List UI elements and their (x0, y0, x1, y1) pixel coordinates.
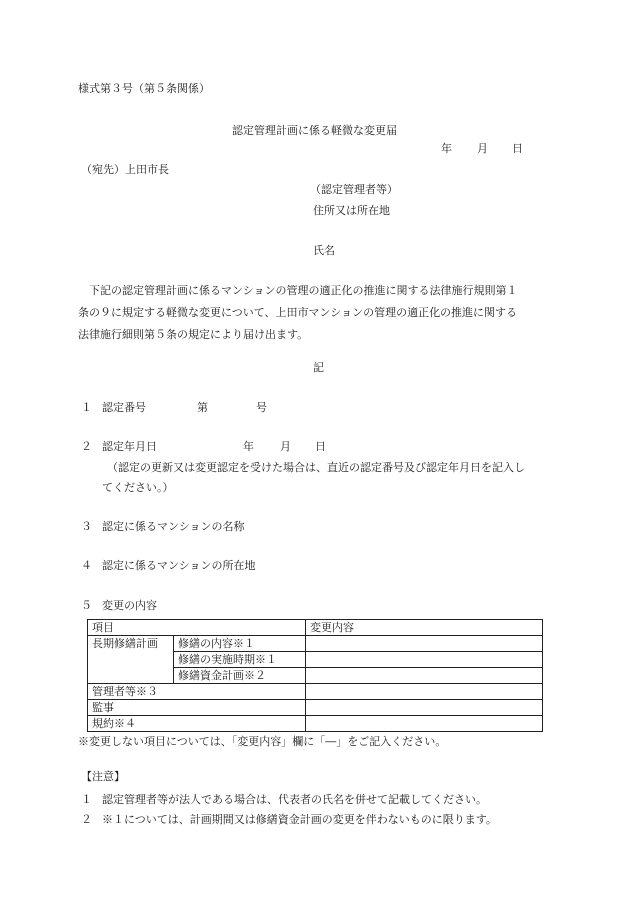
form-number: 様式第３号（第５条関係） (78, 82, 210, 95)
item2-number: ２ (81, 440, 92, 453)
item5-label: 変更の内容 (102, 599, 157, 612)
table-row (88, 636, 543, 652)
body-line: 法律施行細則第５条の規定により届け出ます。 (78, 328, 309, 341)
item2-day: 日 (315, 440, 326, 453)
item2-label: 認定年月日 (102, 440, 157, 453)
item4-number: ４ (81, 559, 92, 572)
item1-number: １ (81, 401, 92, 414)
body-line: 下記の認定管理計画に係るマンションの管理の適正化の推進に関する法律施行規則第１ (89, 284, 518, 297)
sub-item-cell: 修繕の実施時期※１ (174, 652, 306, 668)
manager-cell: 管理者等※３ (88, 684, 306, 700)
note2-text: ※１については、計画期間又は修繕資金計画の変更を伴わないものに限ります。 (102, 813, 497, 826)
sub-item-cell: 修繕の内容※１ (174, 636, 306, 652)
item5-number: ５ (81, 599, 92, 612)
date-year: 年 (441, 142, 452, 155)
item1-dai: 第 (197, 401, 208, 414)
applicant-address-label: 住所又は所在地 (313, 204, 390, 217)
ki-heading: 記 (313, 361, 324, 374)
note1-text: 認定管理者等が法人である場合は、代表者の氏名を併せて記載してください。 (102, 793, 487, 806)
item1-label: 認定番号 (102, 401, 146, 414)
item3-label: 認定に係るマンションの名称 (102, 520, 245, 533)
content-cell[interactable] (306, 700, 543, 716)
long-term-plan-cell: 長期修繕計画 (88, 636, 174, 684)
content-cell[interactable] (306, 636, 543, 652)
item2-note-line2: てください。） (102, 481, 174, 494)
body-paragraph (78, 280, 558, 346)
item2-year: 年 (243, 440, 254, 453)
content-cell[interactable] (306, 652, 543, 668)
applicant-heading: （認定管理者等） (310, 183, 398, 196)
table-note: ※変更しない項目については、「変更内容」欄に「―」をご記入ください。 (78, 735, 447, 748)
item3-number: ３ (81, 520, 92, 533)
item4-label: 認定に係るマンションの所在地 (102, 559, 256, 572)
notes-heading: 【注意】 (81, 770, 125, 783)
item2-note-line1: （認定の更新又は変更認定を受けた場合は、直近の認定番号及び認定年月日を記入し (107, 461, 525, 474)
note2-number: ２ (81, 813, 92, 826)
item2-month: 月 (280, 440, 291, 453)
applicant-name-label: 氏名 (313, 244, 335, 257)
content-cell[interactable] (306, 668, 543, 684)
content-cell[interactable] (306, 684, 543, 700)
table-row (88, 684, 543, 700)
addressee: （宛先）上田市長 (81, 163, 169, 176)
date-day: 日 (512, 142, 523, 155)
header-item-cell: 項目 (88, 620, 306, 636)
auditor-cell: 監事 (88, 700, 306, 716)
item1-go: 号 (256, 401, 267, 414)
body-line: 条の９に規定する軽微な変更について、上田市マンションの管理の適正化の推進に関する (78, 306, 518, 319)
document-title: 認定管理計画に係る軽微な変更届 (232, 124, 397, 137)
header-content-cell: 変更内容 (306, 620, 543, 636)
note1-number: １ (81, 793, 92, 806)
rules-cell: 規約※４ (88, 716, 306, 732)
table-row (88, 716, 543, 732)
sub-item-cell: 修繕資金計画※２ (174, 668, 306, 684)
date-month: 月 (477, 142, 488, 155)
table-row (88, 620, 543, 636)
table-row (88, 700, 543, 716)
change-content-table (87, 619, 543, 732)
content-cell[interactable] (306, 716, 543, 732)
